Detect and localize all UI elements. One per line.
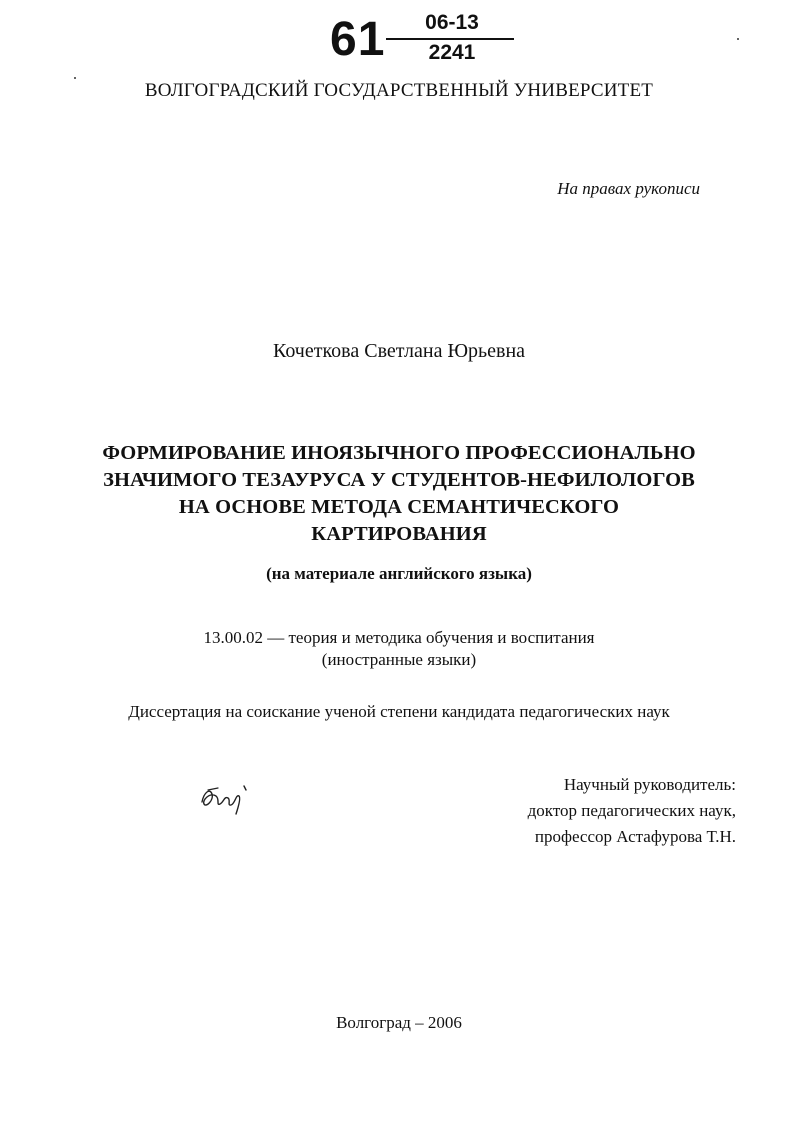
scan-speck bbox=[737, 38, 739, 40]
specialty-line: (иностранные языки) bbox=[321, 650, 477, 669]
stamp-numerator: 06-13 bbox=[425, 11, 479, 34]
manuscript-note: На правах рукописи bbox=[557, 179, 700, 198]
dissertation-subtitle: (на материале английского языка) bbox=[266, 564, 532, 583]
stamp-code: 61 bbox=[330, 13, 386, 66]
specialty-code bbox=[0, 627, 798, 671]
dissertation-title bbox=[0, 440, 798, 548]
university-name: ВОЛГОГРАДСКИЙ ГОСУДАРСТВЕННЫЙ УНИВЕРСИТЕТ bbox=[144, 80, 654, 101]
supervisor-label: Научный руководитель: bbox=[563, 775, 736, 794]
stamp-denominator: 2241 bbox=[428, 41, 476, 64]
handwritten-signature-icon bbox=[196, 778, 256, 818]
supervisor-name: профессор Астафурова Т.Н. bbox=[534, 827, 736, 846]
title-line: КАРТИРОВАНИЯ bbox=[311, 523, 487, 545]
scientific-supervisor bbox=[528, 772, 736, 850]
library-stamp bbox=[326, 10, 526, 70]
scan-speck bbox=[74, 77, 76, 79]
author-name: Кочеткова Светлана Юрьевна bbox=[272, 340, 526, 362]
supervisor-degree: доктор педагогических наук, bbox=[527, 801, 736, 820]
title-line: ЗНАЧИМОГО ТЕЗАУРУСА У СТУДЕНТОВ-НЕФИЛОЛОГОВ bbox=[103, 469, 695, 491]
city-year: Волгоград – 2006 bbox=[336, 1013, 462, 1032]
specialty-line: 13.00.02 — теория и методика обучения и воспитания bbox=[203, 628, 595, 647]
title-line: ФОРМИРОВАНИЕ ИНОЯЗЫЧНОГО ПРОФЕССИОНАЛЬНО bbox=[102, 442, 696, 464]
title-line: НА ОСНОВЕ МЕТОДА СЕМАНТИЧЕСКОГО bbox=[178, 496, 620, 518]
stamp-fraction-line bbox=[386, 38, 514, 40]
degree-statement: Диссертация на соискание ученой степени кандидата педагогических наук bbox=[128, 702, 670, 721]
